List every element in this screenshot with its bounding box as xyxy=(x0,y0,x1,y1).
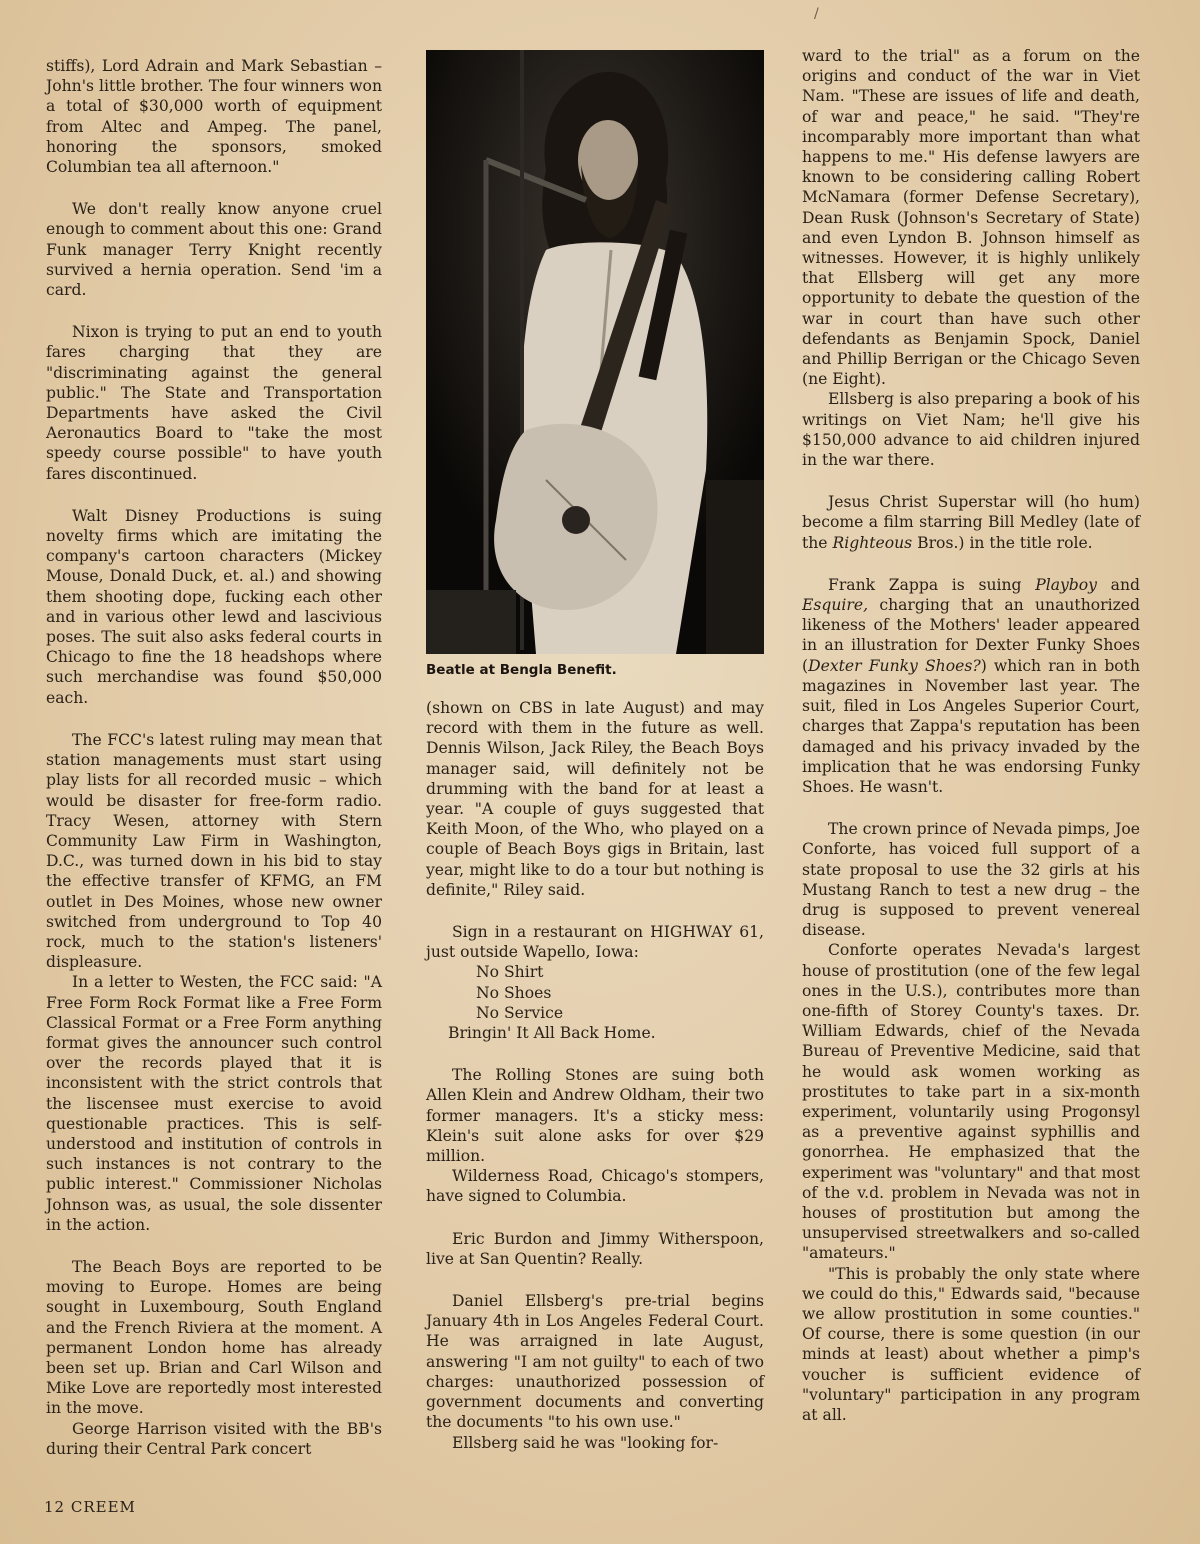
paragraph: The crown prince of Nevada pimps, Joe Conforte, has voiced full support of a state proposal to use the 32 girls at his Mustang Ranch to test a new drug – the drug is supposed to prevent venereal disease. xyxy=(802,820,1140,940)
paragraph: Nixon is trying to put an end to youth fares charging that they are "discriminating against the general public." The State and Transportation Departments have asked the Civil Aeronautics Board to "take the most speedy course possible" to have youth fares discontinued. xyxy=(46,323,382,483)
paragraph: We don't really know anyone cruel enough to comment about this one: Grand Funk manager Terry Knight recently survived a hernia operation. Send 'im a card. xyxy=(46,200,382,300)
paragraph: The Rolling Stones are suing both Allen Klein and Andrew Oldham, their two former managers. It's a sticky mess: Klein's suit alone asks for over $29 million. xyxy=(426,1066,764,1166)
text-run: and xyxy=(1097,575,1140,594)
paragraph: George Harrison visited with the BB's during their Central Park concert xyxy=(46,1419,382,1458)
text-run: ) which ran in both magazines in November last year. The suit, filed in Los Angeles Superior Court, charges that Zappa's reputation has been damaged and his privacy invaded by the implication that he was endorsing Funky Shoes. He wasn't. xyxy=(802,656,1140,796)
text-run-italic: Esquire, xyxy=(802,596,869,615)
text-run-italic: Righteous xyxy=(832,533,913,552)
concert-photo xyxy=(426,50,764,654)
page-folio: 12 CREEM xyxy=(44,1498,136,1516)
sign-line: No Shirt xyxy=(476,963,544,982)
photo-caption: Beatle at Bengla Benefit. xyxy=(426,662,617,678)
paragraph: Daniel Ellsberg's pre-trial begins January 4th in Los Angeles Federal Court. He was arraigned in late August, answering "I am not guilty" to each of two charges: unauthorized possession of government documents and converting the documents "to his own use." xyxy=(426,1292,764,1432)
column-right xyxy=(802,46,1140,1425)
paragraph xyxy=(802,492,1140,553)
text-run: Jesus Christ Superstar will (ho hum) become a film starring Bill Medley (late of the xyxy=(802,493,1140,552)
paragraph: Walt Disney Productions is suing novelty firms which are imitating the company's cartoon characters (Mickey Mouse, Donald Duck, et. al.) and showing them shooting dope, fucking each other and in various other lewd and lascivious poses. The suit also asks federal courts in Chicago to fine the 18 headshops where such merchandise was found $50,000 each. xyxy=(46,506,382,707)
paragraph: ward to the trial" as a forum on the origins and conduct of the war in Viet Nam. "These are issues of life and death, of war and peace," he said. "They're incomparably more important than what happens to me." His defense lawyers are known to be considering calling Robert McNamara (former Defense Secretary), Dean Rusk (Johnson's Secretary of State) and even Lyndon B. Johnson himself as witnesses. However, it is highly unlikely that Ellsberg will get any more opportunity to debate the question of the war in court than have such other defendants as Benjamin Spock, Daniel and Phillip Berrigan or the Chicago Seven (ne Eight). xyxy=(802,47,1140,389)
column-middle xyxy=(426,698,764,1453)
corner-mark: / xyxy=(814,6,819,22)
sign-line: Bringin' It All Back Home. xyxy=(448,1024,656,1043)
text-run: charging that an unauthorized likeness of the Mothers' leader appeared in an illustration for Dexter Funky Shoes ( xyxy=(802,596,1140,675)
paragraph: Conforte operates Nevada's largest house of prostitution (one of the few legal ones in the U.S.), contributes more than one-fifth of Storey County's taxes. Dr. William Edwards, chief of the Nevada Bureau of Preventive Medicine, said that he would ask women working as prostitutes to take part in a six-month experiment, voluntarily using Progonsyl as a preventive against syphillis and gonorrhea. He emphasized that the experiment was "voluntary" and that most of the v.d. problem in Nevada was not in houses of prostitution but among the unsupervised streetwalkers and so-called "amateurs." xyxy=(802,941,1140,1263)
paragraph: stiffs), Lord Adrain and Mark Sebastian – John's little brother. The four winners won a total of $30,000 worth of equipment from Altec and Ampeg. The panel, honoring the sponsors, smoked Columbian tea all afternoon." xyxy=(46,57,382,177)
paragraph: In a letter to Westen, the FCC said: "A Free Form Rock Format like a Free Form Classical Format or a Free Form anything format gives the announcer such control over the records played that it is inconsistent with the strict controls that the liscensee must exercise to avoid questionable practices. This is self-understood and institution of controls in such instances is not contrary to the public interest." Commissioner Nicholas Johnson was, as usual, the sole dissenter in the action. xyxy=(46,973,382,1234)
text-run-italic: Playboy xyxy=(1035,575,1097,594)
paragraph xyxy=(802,575,1140,797)
paragraph: Ellsberg said he was "looking for- xyxy=(452,1433,719,1452)
paragraph: (shown on CBS in late August) and may record with them in the future as well. Dennis Wilson, Jack Riley, the Beach Boys manager said, will definitely not be drumming with the band for at least a year. "A couple of guys suggested that Keith Moon, of the Who, who played on a couple of Beach Boys gigs in Britain, last year, might like to do a tour but nothing is definite," Riley said. xyxy=(426,699,764,899)
paragraph: The FCC's latest ruling may mean that station managements must start using play lists for all recorded music – which would be disaster for free-form radio. Tracy Wesen, attorney with Stern Community Law Firm in Washington, D.C., was turned down in his bid to stay the effective transfer of KFMG, an FM outlet in Des Moines, whose new owner switched from underground to Top 40 rock, much to the station's listeners' displeasure. xyxy=(46,730,382,972)
column-left xyxy=(46,56,382,1459)
paragraph: Eric Burdon and Jimmy Witherspoon, live at San Quentin? Really. xyxy=(426,1229,764,1268)
text-run-italic: Dexter Funky Shoes? xyxy=(808,656,981,675)
sign-line: No Service xyxy=(476,1003,564,1022)
text-run: Bros.) in the title role. xyxy=(912,533,1093,552)
paragraph: Wilderness Road, Chicago's stompers, have signed to Columbia. xyxy=(426,1167,764,1206)
text-run: Frank Zappa is suing xyxy=(828,575,1036,594)
guitarist-photo-illustration xyxy=(426,50,764,654)
paragraph: Sign in a restaurant on HIGHWAY 61, just outside Wapello, Iowa: xyxy=(426,923,764,962)
paragraph: Ellsberg is also preparing a book of his writings on Viet Nam; he'll give his $150,000 advance to aid children injured in the war there. xyxy=(802,390,1140,470)
restaurant-sign-quote xyxy=(426,962,764,1043)
paragraph: The Beach Boys are reported to be moving to Europe. Homes are being sought in Luxembourg, South England and the French Riviera at the moment. A permanent London home has already been set up. Brian and Carl Wilson and Mike Love are reportedly most interested in the move. xyxy=(46,1257,382,1418)
paragraph: "This is probably the only state where we could do this," Edwards said, "because we allow prostitution in some counties." Of course, there is some question (in our minds at least) about whether a pimp's voucher is sufficient evidence of "voluntary" participation in any program at all. xyxy=(802,1264,1140,1424)
sign-line: No Shoes xyxy=(476,983,552,1002)
